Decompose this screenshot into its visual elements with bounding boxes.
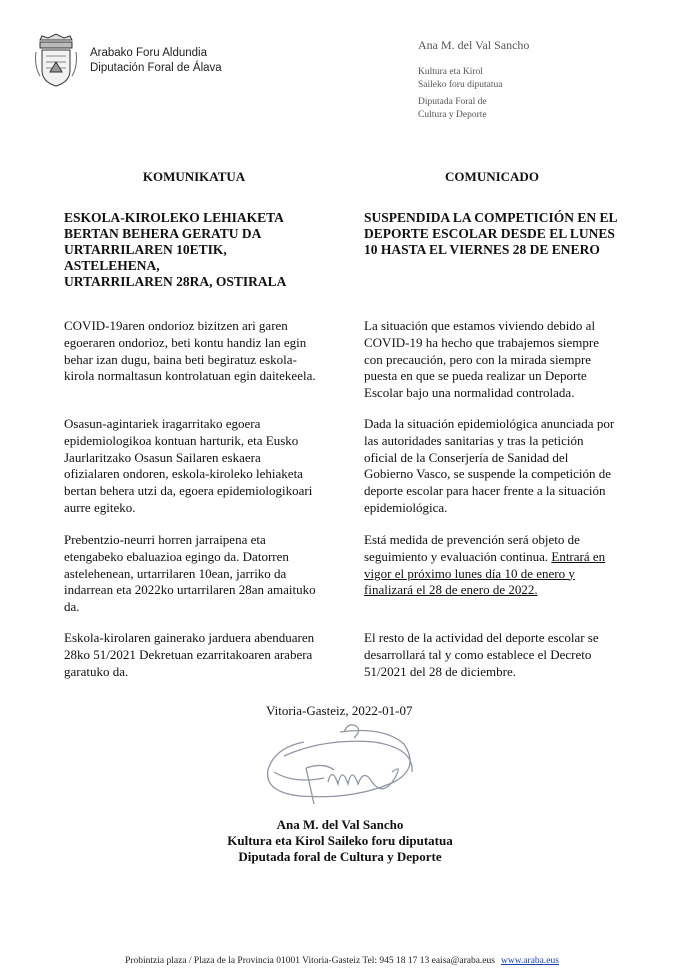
dept-eu-line-1: Kultura eta Kirol [418,67,483,77]
org-name-es: Diputación Foral de Álava [90,62,222,74]
text-line: behar izan dugu, baina beti begiratuz eskola- [64,351,297,367]
text-line: kirola normaltasun kontrolatuan egin daitekeela. [64,368,316,384]
underlined-text: finalizará el 28 de enero de 2022. [364,582,538,598]
text-line: puesta en que se pueda realizar un Deporte [364,368,587,384]
dept-es-line-2: Cultura y Deporte [418,109,487,120]
signatory-name: Ana M. del Val Sancho [276,817,404,832]
coat-of-arms-logo [34,32,78,88]
text-line: 28ko 51/2021 Dekretuan ezarritakoaren arabera [64,646,313,662]
title-line: 10 HASTA EL VIERNES 28 DE ENERO [364,242,600,257]
text-line: da. [64,599,80,615]
handwritten-signature [244,712,444,824]
dept-eu-line-2: Saileko foru diputatua [418,79,503,90]
header-department-es [418,96,487,121]
organization-name [90,46,222,76]
text-line: La situación que estamos viviendo debido al [364,318,596,333]
title-spanish [364,210,620,258]
paragraph-eu-3 [64,532,324,616]
underlined-text: Entrará en [551,548,606,564]
text-line: ofizialaren ondoren, eskola-kiroleko lehiaketa [64,466,303,482]
text-line: indarrean eta 2022ko urtarrilaren 28an amaituko [64,582,316,598]
title-line: ESKOLA-KIROLEKO LEHIAKETA [64,210,284,225]
text-line: astelehenean, urtarrilaren 10ean, jarriko da [64,565,287,581]
text-line: Prebentzio-neurri horren jarraipena eta [64,532,266,547]
text-line: Jaurlaritzako Osasun Sailaren eskaera [64,449,261,465]
org-name-eu: Arabako Foru Aldundia [90,47,207,59]
paragraph-es-1 [364,318,620,402]
text-line: con precaución, pero con la mirada siempre [364,351,592,367]
paragraph-eu-2 [64,416,324,517]
text-line: Eskola-kirolaren gainerako jarduera abenduaren [64,630,315,645]
text-line: COVID-19 ha hecho que trabajemos siempre [364,334,600,350]
text-line: egoeraren ondorioz, beti kontu handiz lan egin [64,334,307,350]
text-line: garatuko da. [64,663,129,679]
text-line: Dada la situación epidemiológica anunciada por [364,416,615,431]
text-span: seguimiento y evaluación continua. [364,548,549,564]
text-line: etengabeko ebaluazioa egingo da. Datorren [64,548,289,564]
signatory-role-eu: Kultura eta Kirol Saileko foru diputatua [227,833,453,848]
signatory-role-es: Diputada foral de Cultura y Deporte [238,849,442,864]
website-link[interactable]: www.araba.eus [500,956,559,966]
text-line: 51/2021 del 28 de diciembre. [364,663,516,679]
text-line: Escolar bajo una normalidad controlada. [364,385,575,401]
text-line: epidemiológica. [364,499,448,515]
text-line: oficial de la Conserjería de Sanidad del [364,449,569,465]
title-line: DEPORTE ESCOLAR DESDE EL LUNES [364,226,615,241]
text-line: aurre egiteko. [64,499,136,515]
text-line: Gobierno Vasco, se suspende la competición de [364,466,612,482]
text-line: desarrollará tal y como establece el Decreto [364,646,592,662]
header-department-eu [418,66,502,91]
text-line: Está medida de prevención será objeto de [364,532,580,547]
title-line: URTARRILAREN 10ETIK, ASTELEHENA, [64,242,227,273]
text-line: El resto de la actividad del deporte escolar se [364,630,599,645]
dept-es-line-1: Diputada Foral de [418,97,487,107]
footer [0,956,684,966]
text-line: las autoridades sanitarias y tras la petición [364,432,584,448]
paragraph-eu-4 [64,630,324,680]
text-line [364,549,620,566]
text-line: epidemiologikoa kontuan harturik, eta Eusko [64,432,299,448]
heading-basque: KOMUNIKATUA [142,169,246,184]
paragraph-eu-1 [64,318,324,385]
title-line: BERTAN BEHERA GERATU DA [64,226,262,241]
text-line: COVID-19aren ondorioz bizitzen ari garen [64,318,288,333]
signatory-block [160,817,520,865]
text-line: bertan behera utzi da, egoera epidemiologikoari [64,483,313,499]
underlined-text: vigor el próximo lunes día 10 de enero y [364,565,575,581]
paragraph-es-2 [364,416,620,517]
header-person-name: Ana M. del Val Sancho [418,38,530,52]
paragraph-es-3 [364,532,620,599]
heading-spanish: COMUNICADO [445,169,539,184]
footer-address: Probintzia plaza / Plaza de la Provincia 01001 Vitoria-Gasteiz Tel: 945 18 17 13 eaisa@araba.eus [125,956,495,966]
title-line: SUSPENDIDA LA COMPETICIÓN EN EL [364,210,618,225]
title-line: URTARRILAREN 28RA, OSTIRALA [64,274,287,289]
text-line: deporte escolar para hacer frente a la situación [364,483,606,499]
signature-date: Vitoria-Gasteiz, 2022-01-07 [266,703,413,718]
title-basque [64,210,324,290]
paragraph-es-4 [364,630,620,680]
text-line: Osasun-agintariek iragarritako egoera [64,416,261,431]
